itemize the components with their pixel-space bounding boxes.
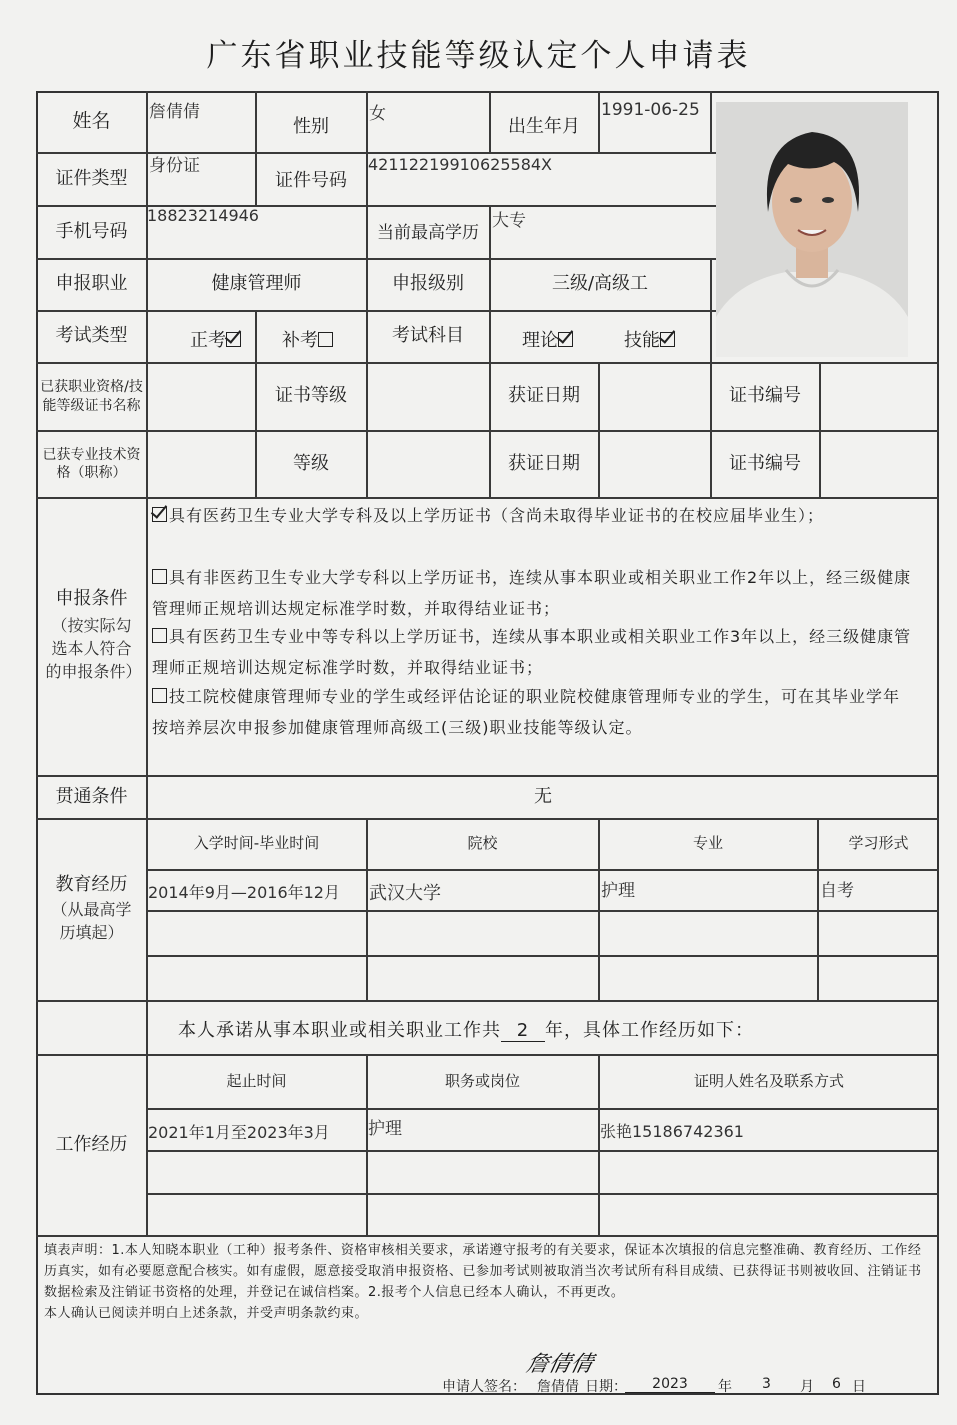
row-divider	[147, 1150, 939, 1152]
condition-1-checkbox[interactable]	[152, 507, 167, 522]
condition-2-checkbox[interactable]	[152, 569, 167, 584]
label-conditions: 申报条件	[55, 588, 128, 610]
date-label: 日期：	[585, 1379, 627, 1395]
label-tech-level: 等级	[293, 452, 329, 474]
label-exam-type: 考试类型	[55, 325, 128, 347]
label-through: 贯通条件	[55, 785, 128, 807]
condition-1-text: 具有医药卫生专业大学专科及以上学历证书（含尚未取得毕业证书的在校应届毕业生）；	[169, 506, 825, 525]
value-through: 无	[534, 785, 552, 807]
exam-regular-option[interactable]	[190, 326, 243, 352]
label-edu-history-note: （从最高学历填起）	[51, 899, 132, 942]
declaration	[44, 1240, 924, 1324]
label-work-history: 工作经历	[55, 1133, 128, 1155]
exam-skill-checkbox[interactable]	[660, 332, 675, 347]
label-obtained-qualification: 已获职业资格/技能等级证书名称	[40, 379, 143, 414]
exam-makeup-checkbox[interactable]	[318, 332, 333, 347]
declaration-text: 填表声明：1.本人知晓本职业（工种）报考条件、资格审核相关要求，承诺遵守报考的有关要求，保证本次填报的信息完整准确、教育经历、工作经历真实，如有必要愿意配合核实。如有虚假，愿意接受取消申报资格、已参加考试则被取消当次考试所有科目成绩、已获得证书则被收回、注销证书数据检索及注销证书资格的处理，并登记在诚信档案。2.报考个人信息已经本人确认，不再更改。	[44, 1243, 922, 1300]
work-header-period: 起止时间	[226, 1071, 287, 1090]
label-education-block	[37, 819, 146, 1000]
edu-header-period: 入学时间-毕业时间	[193, 834, 320, 853]
col-divider	[598, 362, 600, 497]
condition-2-text: 具有非医药卫生专业大学专科以上学历证书，连续从事本职业或相关职业工作2年以上，经三级健康管理师正规培训达规定标准学时数，并取得结业证书；	[152, 568, 912, 618]
condition-item-1[interactable]	[152, 500, 912, 531]
label-id-type: 证件类型	[55, 167, 128, 189]
handwritten-signature: 詹倩倩	[523, 1352, 596, 1377]
applicant-photo	[716, 102, 908, 357]
value-birth: 1991-06-25	[601, 100, 700, 120]
exam-makeup-label: 补考	[282, 330, 318, 351]
work-row-period: 2021年1月至2023年3月	[148, 1123, 330, 1142]
row-divider	[147, 1108, 939, 1110]
label-phone: 手机号码	[55, 220, 128, 242]
date-month-unit: 月	[800, 1379, 814, 1395]
work-row-reference: 张艳15186742361	[600, 1122, 744, 1141]
date-year: 2023	[625, 1376, 715, 1393]
edu-row-major: 护理	[601, 881, 635, 901]
label-education: 当前最高学历	[377, 223, 479, 244]
date-day-unit: 日	[852, 1379, 866, 1395]
value-id-type: 身份证	[149, 156, 200, 176]
form-title: 广东省职业技能等级认定个人申请表	[206, 38, 751, 74]
work-row-position: 护理	[368, 1119, 402, 1139]
label-gender: 性别	[293, 116, 329, 138]
exam-theory-option[interactable]	[522, 326, 575, 352]
label-exam-subject: 考试科目	[392, 325, 464, 347]
label-id-number: 证件号码	[275, 169, 347, 191]
value-occupation: 健康管理师	[211, 273, 302, 295]
declaration-confirm: 本人确认已阅读并明白上述条款，并受声明条款约束。	[44, 1306, 369, 1321]
row-divider	[36, 497, 939, 499]
col-divider	[255, 310, 257, 362]
label-conditions-note: （按实际勾选本人符合的申报条件）	[45, 616, 142, 682]
col-divider	[819, 362, 821, 497]
edu-row-period: 2014年9月—2016年12月	[148, 883, 340, 902]
exam-makeup-option[interactable]	[282, 326, 335, 352]
row-divider	[36, 1235, 939, 1237]
edu-row-school: 武汉大学	[369, 883, 441, 904]
value-name: 詹倩倩	[149, 102, 200, 122]
label-name: 姓名	[72, 110, 111, 133]
date-day: 6	[832, 1376, 841, 1392]
row-divider	[147, 910, 939, 912]
edu-row-mode: 自考	[820, 881, 854, 901]
condition-item-2[interactable]	[152, 562, 912, 624]
value-id-number: 42112219910625584X	[368, 155, 553, 174]
col-divider	[710, 258, 712, 362]
label-cert-date: 获证日期	[508, 385, 580, 407]
condition-3-checkbox[interactable]	[152, 628, 167, 643]
condition-item-4[interactable]	[152, 681, 912, 743]
edu-header-school: 院校	[467, 834, 498, 853]
work-header-position: 职务或岗位	[444, 1071, 520, 1090]
label-occupation: 申报职业	[55, 273, 128, 295]
commit-prefix: 本人承诺从事本职业或相关职业工作共	[178, 1020, 501, 1041]
col-divider	[710, 91, 712, 153]
exam-theory-checkbox[interactable]	[558, 332, 573, 347]
value-education: 大专	[492, 211, 526, 231]
value-level: 三级/高级工	[551, 273, 649, 295]
row-divider	[147, 1193, 939, 1195]
work-commitment	[178, 1016, 754, 1042]
row-divider	[36, 1000, 939, 1002]
condition-4-text: 技工院校健康管理师专业的学生或经评估论证的职业院校健康管理师专业的学生，可在其毕业学年按培养层次申报参加健康管理师高级工(三级)职业技能等级认定。	[152, 687, 901, 737]
row-divider	[147, 869, 939, 871]
label-tech-date: 获证日期	[508, 452, 580, 474]
label-tech-number: 证书编号	[729, 452, 801, 474]
condition-item-3[interactable]	[152, 621, 912, 683]
label-level: 申报级别	[392, 273, 464, 295]
label-edu-history: 教育经历	[55, 873, 128, 895]
condition-4-checkbox[interactable]	[152, 688, 167, 703]
exam-regular-label: 正考	[190, 330, 226, 351]
exam-skill-label: 技能	[624, 330, 660, 351]
commit-suffix: 年，具体工作经历如下：	[545, 1020, 754, 1041]
condition-3-text: 具有医药卫生专业中等专科以上学历证书，连续从事本职业或相关职业工作3年以上，经三级健康管理师正规培训达规定标准学时数，并取得结业证书；	[152, 627, 912, 677]
sign-printed-name: 詹倩倩	[537, 1379, 579, 1395]
label-obtained-title: 已获专业技术资格（职称）	[42, 446, 141, 481]
exam-skill-option[interactable]	[624, 326, 677, 352]
label-birth: 出生年月	[508, 116, 580, 138]
date-month: 3	[762, 1376, 771, 1392]
exam-theory-label: 理论	[522, 330, 558, 351]
work-header-reference: 证明人姓名及联系方式	[693, 1071, 844, 1090]
label-cert-level: 证书等级	[275, 385, 347, 407]
value-phone: 18823214946	[147, 206, 259, 225]
row-divider	[147, 955, 939, 957]
edu-header-mode: 学习形式	[848, 834, 909, 853]
label-cert-number: 证书编号	[729, 385, 801, 407]
sign-label: 申请人签名：	[442, 1379, 526, 1395]
commit-years: 2	[501, 1020, 545, 1042]
label-conditions-block	[37, 498, 146, 775]
value-gender: 女	[369, 104, 386, 124]
edu-header-major: 专业	[692, 834, 723, 853]
date-year-unit: 年	[718, 1379, 732, 1395]
col-divider	[598, 91, 600, 153]
exam-regular-checkbox[interactable]	[226, 332, 241, 347]
